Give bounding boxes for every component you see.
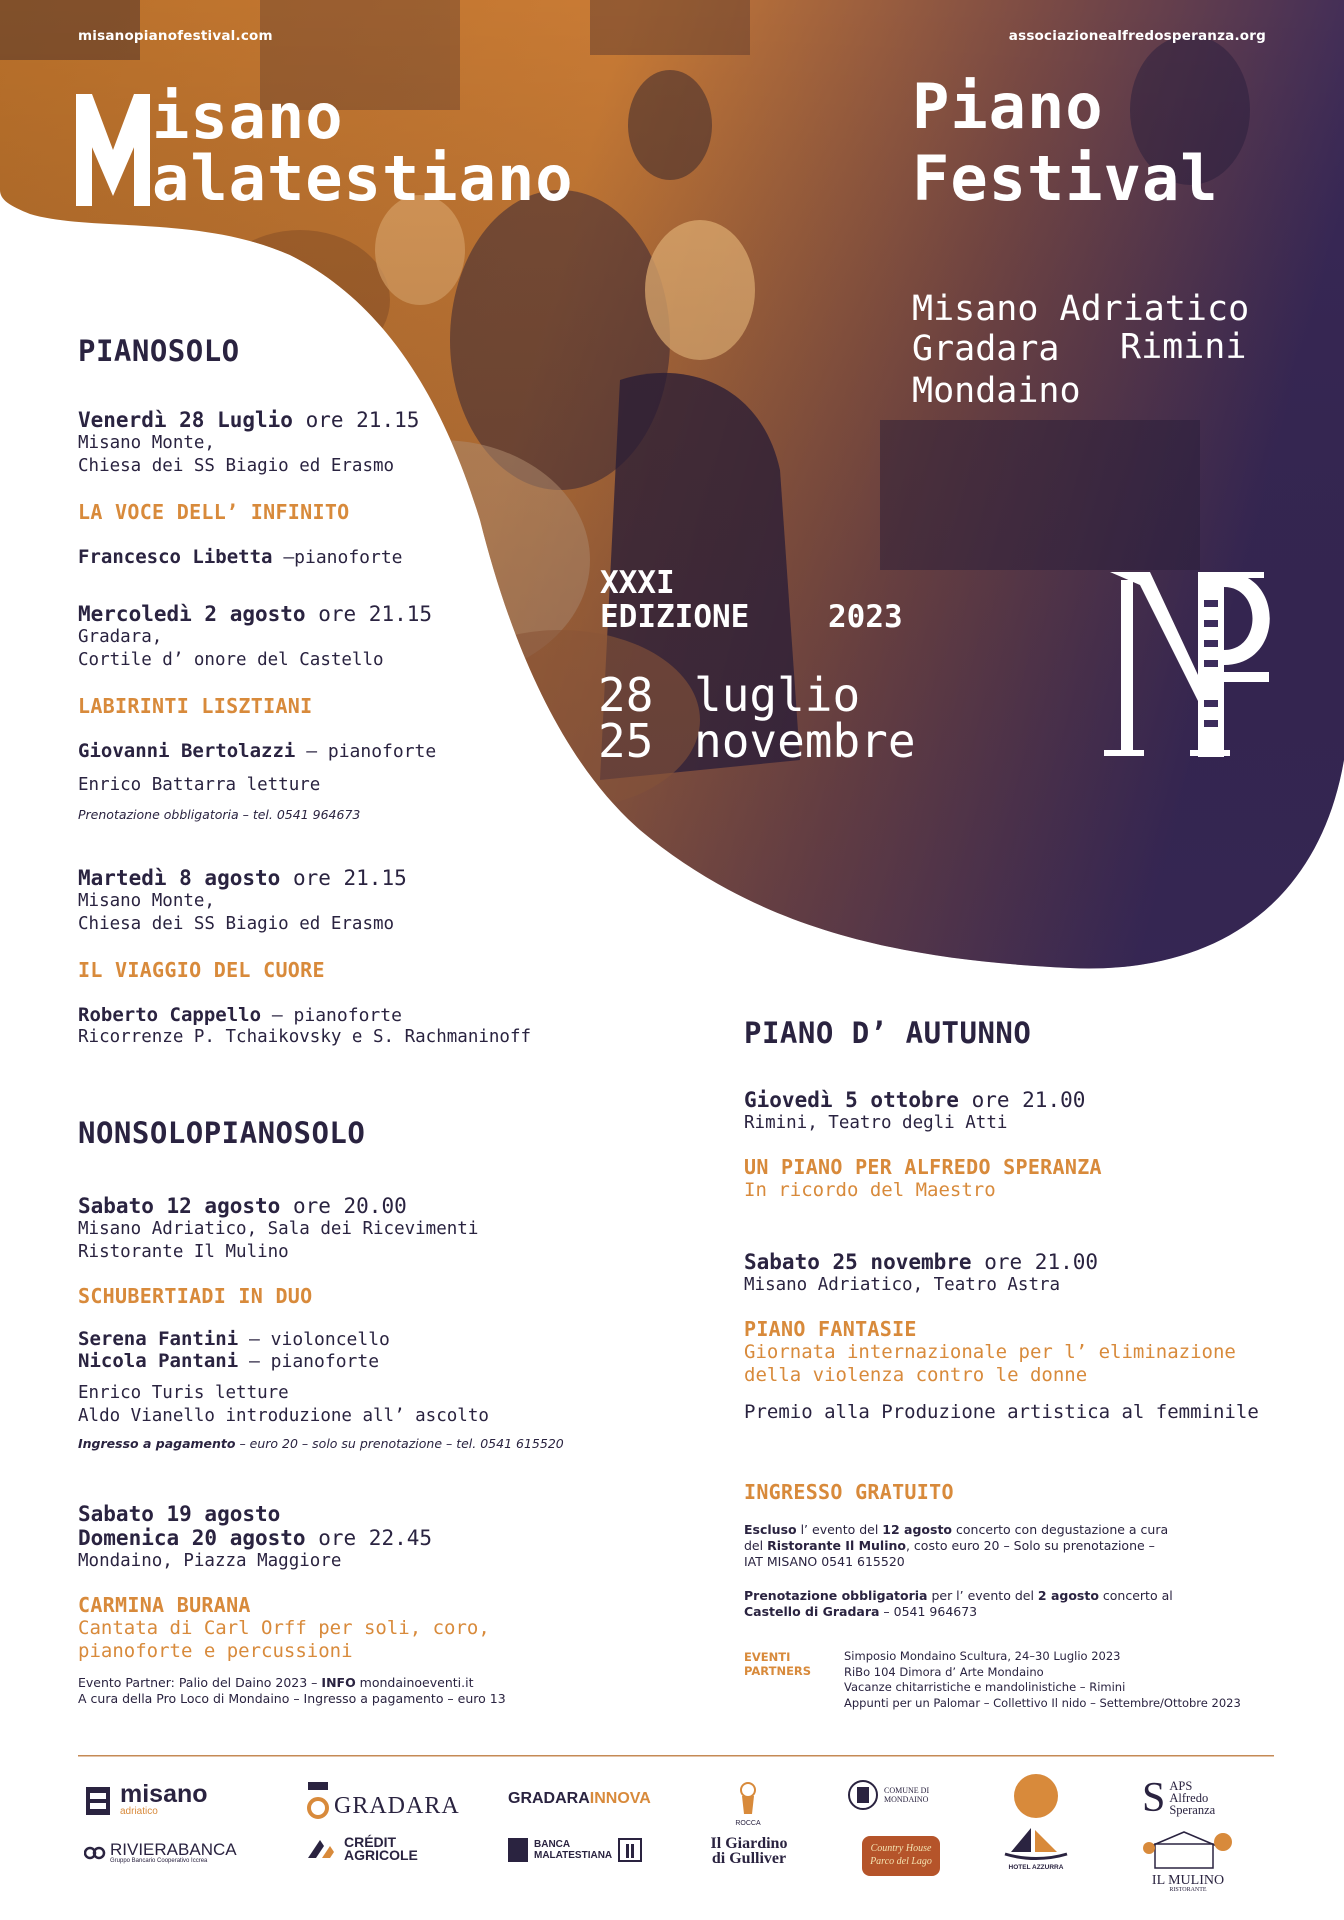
note-bold: Prenotazione obbligatoria: [744, 1588, 928, 1603]
event-place: Rimini, Teatro degli Atti: [744, 1113, 1008, 1133]
logo-gradara: [306, 1782, 460, 1820]
performer-name: Francesco Libetta: [78, 546, 273, 568]
event-subtitle-1: Cantata di Carl Orff per soli, coro,: [78, 1617, 490, 1639]
website-url-right[interactable]: associazionealfredosperanza.org: [1008, 28, 1266, 44]
free-entry-note-1: [744, 1522, 1274, 1570]
event-title: SCHUBERTIADI IN DUO: [78, 1284, 313, 1308]
misano-logo-text: misano: [120, 1780, 208, 1808]
logo-credit-agricole: [306, 1836, 418, 1862]
logo-round-emblem: [1014, 1774, 1058, 1818]
festival-line2: Festival: [912, 142, 1219, 215]
partners-tag-2: PARTNERS: [744, 1664, 812, 1678]
comune-line1: COMUNE DI: [884, 1786, 930, 1795]
logo-gradara-innova: [508, 1790, 651, 1808]
performer-role: — pianoforte: [249, 1351, 380, 1372]
event-date: Mercoledì 2 agosto: [78, 602, 306, 626]
section-heading-nonsolopianosolo: NONSOLOPIANOSOLO: [78, 1116, 366, 1150]
edition-label: EDIZIONE: [600, 599, 750, 635]
event-title: UN PIANO PER ALFREDO SPERANZA: [744, 1155, 1102, 1179]
mulino-sub: RISTORANTE: [1169, 1887, 1207, 1893]
rocca-emblem-icon: [734, 1780, 762, 1816]
partner-item: Vacanze chitarristiche e mandolinistiche – Rimini: [844, 1680, 1126, 1694]
event-extra-2: Aldo Vianello introduzione all’ ascolto: [78, 1406, 489, 1426]
partner-note-a: Evento Partner: Palio del Daino 2023 –: [78, 1675, 322, 1690]
country-line2: Parco del Lago: [870, 1856, 932, 1867]
logo-il-mulino: [1138, 1826, 1238, 1893]
event-extra-1: Enrico Turis letture: [78, 1383, 289, 1403]
event-extra: Premio alla Produzione artistica al femminile: [744, 1401, 1259, 1423]
mulino-building-icon: [1143, 1826, 1233, 1870]
giardino-line2: di Gulliver: [711, 1850, 787, 1867]
event-time: ore 20.00: [292, 1194, 407, 1218]
partner-note-info: INFO: [321, 1675, 356, 1690]
rivierabanca-sub: Gruppo Bancario Cooperativo Iccrea: [110, 1858, 208, 1864]
event-date-1: Sabato 19 agosto: [78, 1502, 281, 1526]
festival-line1: Piano: [912, 70, 1104, 143]
performer-name: Serena Fantini: [78, 1328, 239, 1350]
performer-role: —pianoforte: [283, 547, 403, 568]
note-text: concerto al: [1098, 1588, 1173, 1603]
event-subtitle: In ricordo del Maestro: [744, 1179, 996, 1201]
performer-role: — violoncello: [249, 1329, 390, 1350]
event-pianosolo-1: [78, 408, 419, 568]
footer-divider: [78, 1755, 1274, 1757]
event-title: LABIRINTI LISZTIANI: [78, 694, 313, 718]
credit-agricole-line1: CRÉDIT: [344, 1834, 397, 1850]
event-place-2: Ristorante Il Mulino: [78, 1242, 289, 1262]
event-subtitle-2: pianoforte e percussioni: [78, 1640, 353, 1662]
event-place-2: Chiesa dei SS Biagio ed Erasmo: [78, 456, 395, 476]
town-gradara: Gradara: [912, 329, 1060, 369]
event-time: ore 21.15: [292, 866, 407, 890]
gradara-innova-b: INNOVA: [589, 1790, 651, 1807]
event-place-1: Misano Adriatico, Sala dei Ricevimenti: [78, 1219, 479, 1239]
note-bold: 2 agosto: [1037, 1588, 1099, 1603]
event-date: Giovedì 5 ottobre: [744, 1088, 959, 1112]
logo-comune-mondaino: [846, 1778, 929, 1812]
website-url-left[interactable]: misanopianofestival.com: [78, 28, 273, 44]
note-bold: Ristorante Il Mulino: [767, 1538, 906, 1553]
gradara-tower-icon: [306, 1782, 330, 1820]
free-entry-heading: INGRESSO GRATUITO: [744, 1480, 954, 1504]
partner-item: Appunti per un Palomar – Collettivo Il nido – Settembre/Ottobre 2023: [844, 1695, 1241, 1710]
event-date: Sabato 12 agosto: [78, 1194, 281, 1218]
event-pianosolo-2: [78, 602, 436, 822]
booking-note[interactable]: – euro 20 – solo su prenotazione – tel. 0541 615520: [235, 1436, 564, 1451]
partners-tag-1: EVENTI: [744, 1650, 791, 1664]
event-time: ore 21.00: [984, 1250, 1099, 1274]
rocca-text: ROCCA: [735, 1820, 761, 1827]
event-subtitle-2: della violenza contro le donne: [744, 1364, 1088, 1386]
event-title: LA VOCE DELL’ INFINITO: [78, 500, 350, 524]
town-mondaino: Mondaino: [912, 371, 1081, 411]
logo-banca-malatestiana: [508, 1838, 642, 1862]
note-text: per l’ evento del: [927, 1588, 1038, 1603]
proloco-note: A cura della Pro Loco di Mondaino – Ingresso a pagamento – euro 13: [78, 1691, 506, 1706]
event-place-1: Misano Monte,: [78, 891, 215, 911]
comune-line2: MONDAINO: [884, 1795, 929, 1804]
note-text: IAT MISANO 0541 615520: [744, 1554, 905, 1569]
logo-aps-alfredo-speranza: [1142, 1775, 1216, 1821]
note-bold: 12 agosto: [882, 1522, 953, 1537]
banca-emblem-icon: [618, 1838, 642, 1862]
section-heading-piano-autunno: PIANO D’ AUTUNNO: [744, 1016, 1032, 1050]
performer-role: — pianoforte: [271, 1005, 402, 1026]
event-autunno-2: [744, 1250, 1259, 1424]
aps-line1: APS: [1169, 1779, 1193, 1793]
gradara-logo-text: GRADARA: [334, 1793, 460, 1819]
aps-line3: Speranza: [1169, 1803, 1216, 1817]
performer-name: Nicola Pantani: [78, 1350, 239, 1372]
note-text: del: [744, 1538, 768, 1553]
misano-crest-icon: [84, 1783, 112, 1817]
edition-year: 2023: [828, 599, 903, 635]
logo-misano: [84, 1782, 208, 1817]
banca-line1: BANCA: [534, 1839, 571, 1850]
date-end-day: 25: [598, 714, 654, 768]
event-nonsolo-1: [78, 1194, 564, 1451]
logo-rocca: [708, 1780, 788, 1827]
event-place-1: Gradara,: [78, 627, 163, 647]
rivierabanca-icon: [84, 1846, 106, 1860]
note-bold: Castello di Gradara: [744, 1604, 880, 1619]
partner-note-site[interactable]: mondainoeventi.it: [355, 1675, 474, 1690]
event-date: Martedì 8 agosto: [78, 866, 281, 890]
note-text: – 0541 964673: [879, 1604, 978, 1619]
event-place-1: Misano Monte,: [78, 433, 215, 453]
event-pianosolo-3: [78, 866, 531, 1049]
logo-rivierabanca: [84, 1842, 237, 1864]
aps-s-icon: S: [1142, 1775, 1166, 1821]
mondaino-crest-icon: [846, 1778, 880, 1812]
performer-role: — pianoforte: [306, 741, 437, 762]
logo-hotel-azzurra: [996, 1826, 1076, 1871]
booking-note-bold: Ingresso a pagamento: [78, 1436, 236, 1451]
note-text: concerto con degustazione a cura: [952, 1522, 1169, 1537]
town-rimini: Rimini: [1120, 327, 1247, 367]
event-date: Sabato 25 novembre: [744, 1250, 972, 1274]
hotel-azzurra-text: HOTEL AZZURRA: [1008, 1864, 1064, 1871]
performer-name: Roberto Cappello: [78, 1004, 262, 1026]
title-line1: isano: [152, 80, 344, 153]
note-bold: Escluso: [744, 1522, 797, 1537]
event-time: ore 21.00: [971, 1088, 1086, 1112]
event-subtitle-1: Giornata internazionale per l’ eliminazione: [744, 1341, 1236, 1363]
gradara-innova-a: GRADARA: [508, 1790, 590, 1807]
logo-country-house: [862, 1836, 940, 1876]
event-place: Misano Adriatico, Teatro Astra: [744, 1275, 1061, 1295]
banca-line2: MALATESTIANA: [534, 1850, 613, 1861]
partner-item: RiBo 104 Dimora d’ Arte Mondaino: [844, 1664, 1044, 1679]
mulino-text: IL MULINO: [1151, 1873, 1225, 1888]
event-place-2: Cortile d’ onore del Castello: [78, 650, 384, 670]
logo-giardino-gulliver: [704, 1836, 794, 1866]
country-line1: Country House: [870, 1843, 932, 1854]
misano-logo-sub: adriatico: [120, 1806, 158, 1817]
note-text: l’ evento del: [796, 1522, 883, 1537]
event-nonsolo-2: [78, 1502, 506, 1707]
credit-agricole-line2: AGRICOLE: [344, 1847, 418, 1863]
date-end-month: novembre: [694, 714, 916, 768]
section-heading-pianosolo: PIANOSOLO: [78, 334, 240, 368]
event-time: ore 21.15: [305, 408, 420, 432]
rivierabanca-text: RIVIERABANCA: [110, 1840, 237, 1859]
event-place-2: Chiesa dei SS Biagio ed Erasmo: [78, 914, 395, 934]
event-title: PIANO FANTASIE: [744, 1317, 917, 1341]
event-place: Mondaino, Piazza Maggiore: [78, 1551, 342, 1571]
date-start-day: 28: [598, 668, 654, 722]
giardino-line1: Il Giardino: [710, 1835, 788, 1852]
event-date: Venerdì 28 Luglio: [78, 408, 293, 432]
partners-list: [844, 1649, 1241, 1711]
partners-tag: [744, 1650, 811, 1678]
event-title: CARMINA BURANA: [78, 1593, 251, 1617]
event-autunno-1: [744, 1088, 1102, 1202]
event-extra: Enrico Battarra letture: [78, 775, 321, 795]
event-date-2: Domenica 20 agosto: [78, 1526, 306, 1550]
event-time: ore 21.15: [318, 602, 433, 626]
date-start-month: luglio: [694, 668, 861, 722]
title-line2: alatestiano: [152, 142, 574, 215]
event-extra: Ricorrenze P. Tchaikovsky e S. Rachmaninoff: [78, 1027, 532, 1047]
town-misano: Misano Adriatico: [912, 289, 1250, 329]
event-title: IL VIAGGIO DEL CUORE: [78, 958, 325, 982]
hotel-azzurra-sail-icon: [1001, 1826, 1071, 1860]
credit-agricole-icon: [306, 1838, 336, 1860]
aps-line2: Alfredo: [1169, 1791, 1209, 1805]
free-entry-note-2: [744, 1588, 1274, 1620]
note-text: , costo euro 20 – Solo su prenotazione –: [905, 1538, 1155, 1553]
partner-item: Simposio Mondaino Scultura, 24–30 Luglio 2023: [844, 1649, 1121, 1663]
event-time: ore 22.45: [318, 1526, 433, 1550]
banca-malatestiana-icon: [508, 1838, 528, 1862]
edition-number: XXXI: [600, 565, 675, 601]
performer-name: Giovanni Bertolazzi: [78, 740, 296, 762]
booking-note[interactable]: Prenotazione obbligatoria – tel. 0541 964673: [78, 807, 361, 822]
